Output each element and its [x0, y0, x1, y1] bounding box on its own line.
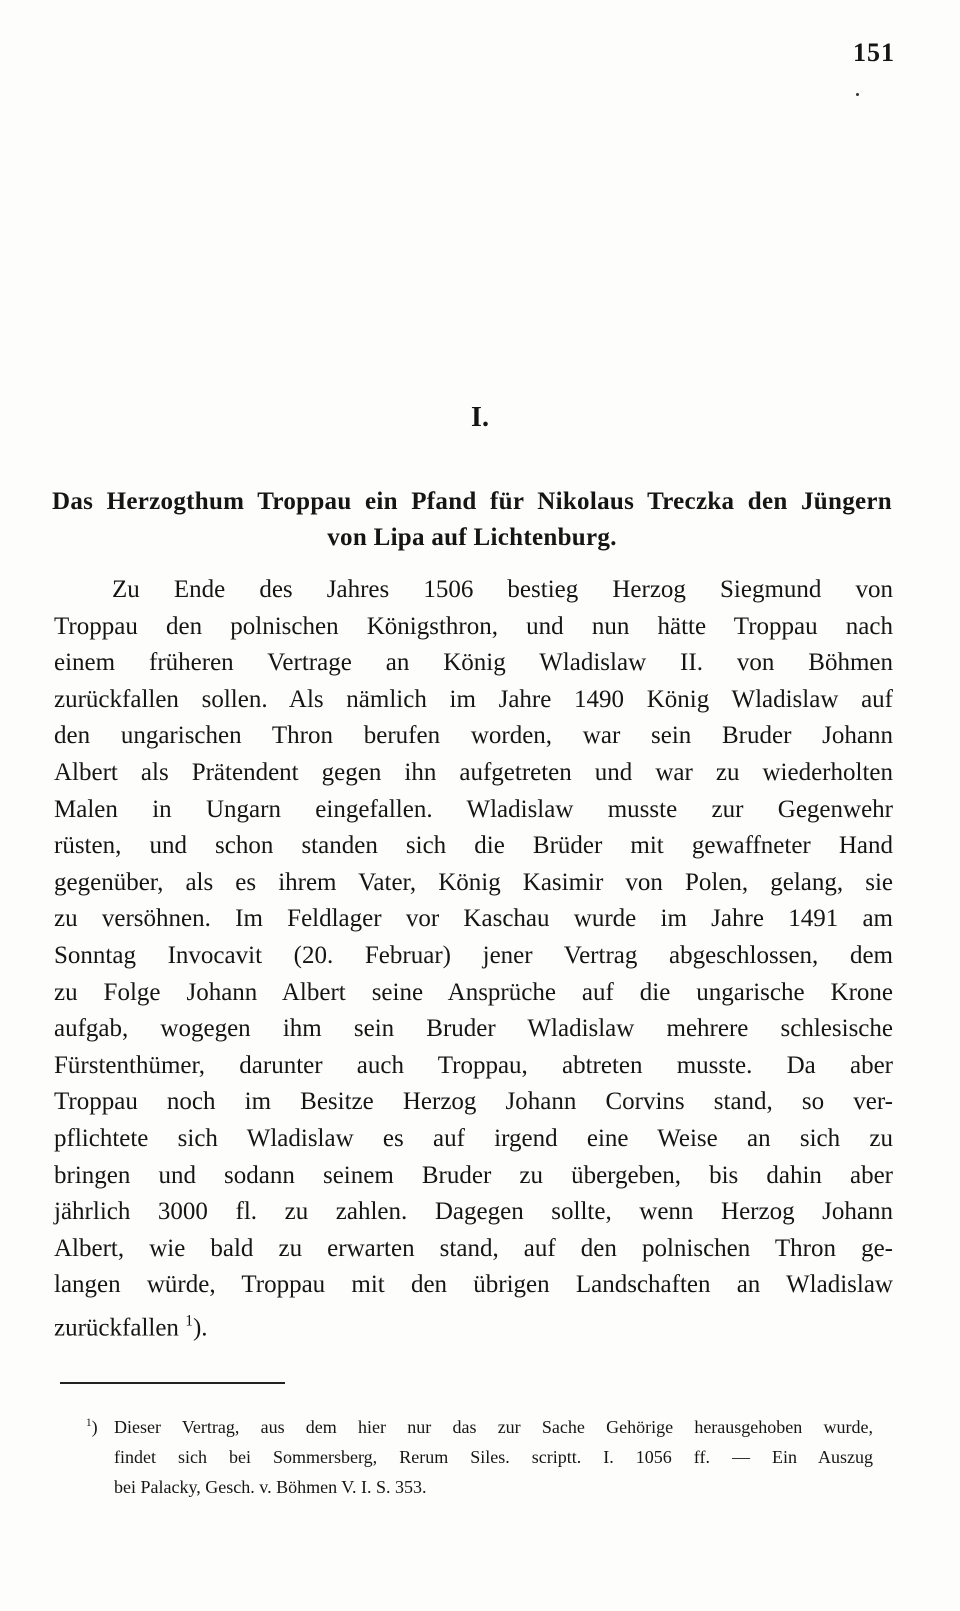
body-line: Troppau den polnischen Königsthron, und nun hätte Troppau nach	[54, 612, 893, 640]
body-end-punctuation: ).	[192, 1314, 208, 1342]
body-line: Albert als Prätendent gegen ihn aufgetreten und war zu wiederholten	[54, 758, 893, 786]
body-line: zurückfallen sollen. Als nämlich im Jahre 1490 König Wladislaw auf	[54, 685, 893, 713]
footnote-ref-number: 1	[185, 1312, 193, 1330]
body-line: langen würde, Troppau mit den übrigen Landschaften an Wladislaw	[54, 1271, 893, 1299]
body-paragraph	[54, 572, 893, 1347]
body-line: Troppau noch im Besitze Herzog Johann Corvins stand, so ver-	[54, 1088, 893, 1116]
footnote-line: findet sich bei Sommersberg, Rerum Siles. scriptt. I. 1056 ff. — Ein Auszug	[114, 1447, 873, 1467]
footnote-marker	[86, 1408, 114, 1442]
page-number: 151	[853, 38, 895, 67]
body-line: einem früheren Vertrage an König Wladislaw II. von Böhmen	[54, 649, 893, 677]
body-line: Fürstenthümer, darunter auch Troppau, abtreten musste. Da aber	[54, 1051, 893, 1079]
body-line: Malen in Ungarn eingefallen. Wladislaw musste zur Gegenwehr	[54, 795, 893, 823]
body-line: jährlich 3000 fl. zu zahlen. Dagegen sollte, wenn Herzog Johann	[54, 1198, 893, 1226]
footnote	[86, 1408, 873, 1502]
body-line: aufgab, wogegen ihm sein Bruder Wladislaw mehrere schlesische	[54, 1015, 893, 1043]
footnote-divider	[60, 1382, 285, 1384]
body-line: zurückfallen	[54, 1314, 179, 1342]
footnote-line-first	[86, 1408, 873, 1442]
print-speck	[856, 93, 859, 96]
chapter-number: I.	[471, 402, 489, 433]
body-line: zu versöhnen. Im Feldlager vor Kaschau wurde im Jahre 1491 am	[54, 905, 893, 933]
body-line: Zu Ende des Jahres 1506 bestieg Herzog Siegmund von	[112, 576, 893, 603]
footnote-reference	[185, 1314, 193, 1341]
body-line: bringen und sodann seinem Bruder zu übergeben, bis dahin aber	[54, 1161, 893, 1189]
body-line: den ungarischen Thron berufen worden, war sein Bruder Johann	[54, 722, 893, 750]
body-line-last	[54, 1304, 893, 1347]
footnote-marker-paren: )	[91, 1417, 98, 1437]
footnote-marker-number: 1	[86, 1417, 92, 1429]
chapter-title-line: Das Herzogthum Troppau ein Pfand für Nikolaus Treczka den Jüngern	[52, 488, 892, 515]
body-line: pflichtete sich Wladislaw es auf irgend eine Weise an sich zu	[54, 1124, 893, 1152]
footnote-line: bei Palacky, Gesch. v. Böhmen V. I. S. 353.	[114, 1477, 427, 1497]
body-line: Albert, wie bald zu erwarten stand, auf den polnischen Thron ge-	[54, 1234, 893, 1262]
body-line: zu Folge Johann Albert seine Ansprüche auf die ungarische Krone	[54, 978, 893, 1006]
body-line: Sonntag Invocavit (20. Februar) jener Vertrag abgeschlossen, dem	[54, 941, 893, 969]
body-line: rüsten, und schon standen sich die Brüder mit gewaffneter Hand	[54, 832, 893, 860]
footnote-line: Dieser Vertrag, aus dem hier nur das zur Sache Gehörige herausgehoben wurde,	[114, 1417, 873, 1437]
chapter-title-line: von Lipa auf Lichtenburg.	[327, 524, 617, 551]
body-line: gegenüber, als es ihrem Vater, König Kasimir von Polen, gelang, sie	[54, 868, 893, 896]
chapter-title	[52, 484, 892, 556]
